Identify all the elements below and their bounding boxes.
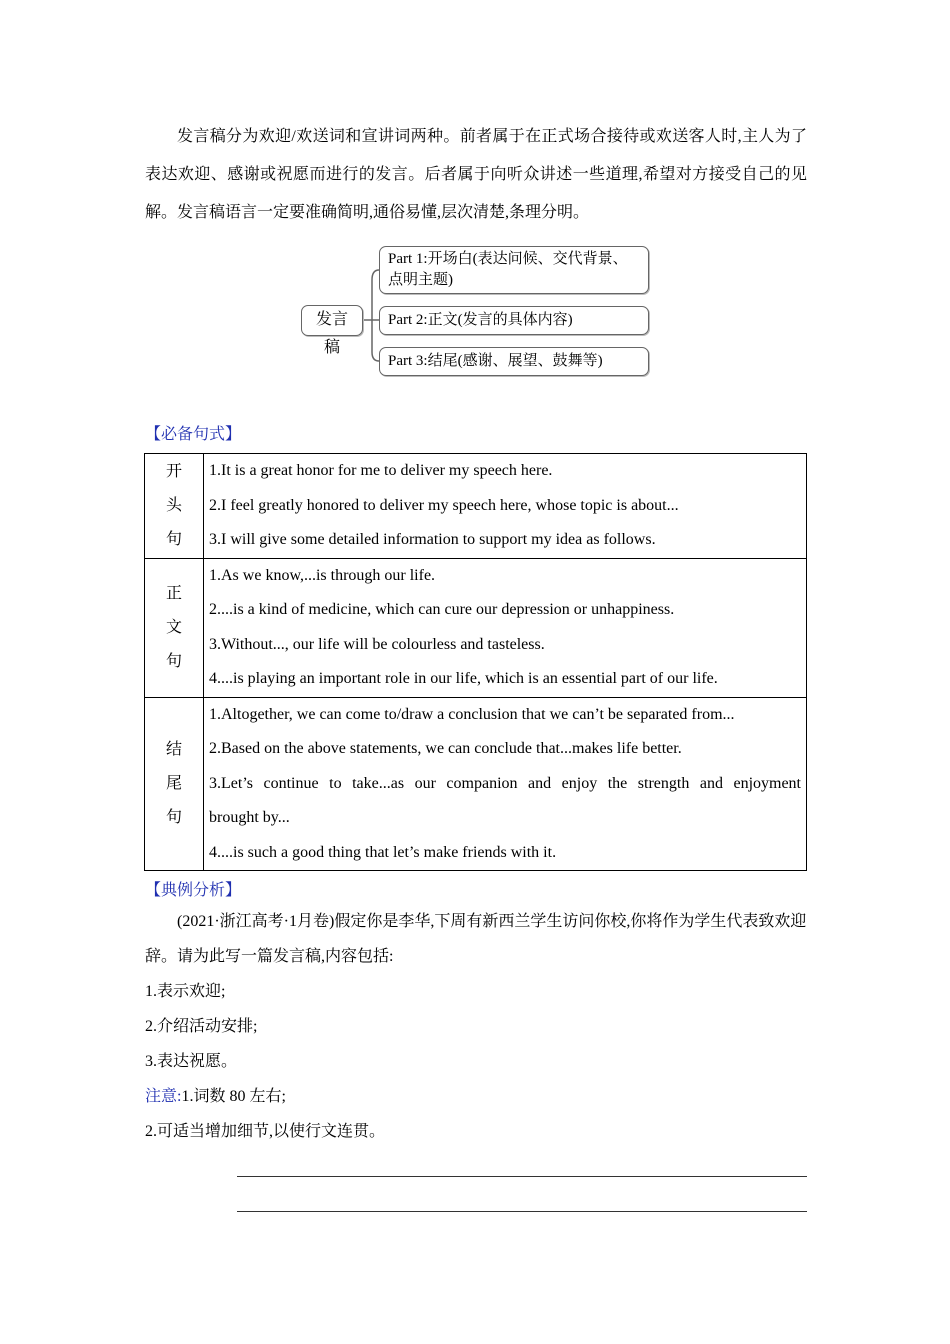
sentence-line: 2....is a kind of medicine, which can cure our depression or unhappiness.: [209, 601, 675, 618]
intro-paragraph: [145, 118, 807, 232]
example-point: 1.表示欢迎;: [145, 983, 226, 1000]
sentence-line: 3.Let’s continue to take...as our companion and enjoy the strength and enjoyment: [209, 774, 801, 792]
example-point: 2.介绍活动安排;: [145, 1018, 258, 1035]
note-item: 1.词数 80 左右;: [181, 1088, 286, 1105]
diagram-part2-node: Part 2:正文(发言的具体内容): [379, 306, 649, 335]
row-label-body: 正 文 句: [145, 558, 204, 697]
example-note: 2.可适当增加细节,以使行文连贯。: [145, 1123, 386, 1140]
sentence-line: 1.As we know,...is through our life.: [209, 566, 436, 584]
diagram-part1-line2: 点明主题): [388, 272, 453, 288]
note-label: 注意:: [145, 1088, 182, 1105]
sentence-line: 3.I will give some detailed information to support my idea as follows.: [209, 531, 656, 548]
sentence-line: 1.It is a great honor for me to deliver my speech here.: [209, 462, 553, 479]
intro-text: 发言稿分为欢迎/欢送词和宣讲词两种。前者属于在正式场合接待或欢送客人时,主人为了表达欢迎、感谢或祝愿而进行的发言。后者属于向听众讲述一些道理,希望对方接受自己的见解。发言稿语言一定要准确简明,通俗易懂,层次清楚,条理分明。: [145, 128, 807, 221]
section-heading-sentence-patterns: 【必备句式】: [145, 426, 242, 443]
row-label-ending: 结 尾 句: [145, 697, 204, 871]
row-label-opening: 开 头 句: [145, 454, 204, 559]
table-row-ending: [145, 697, 807, 871]
example-note: [145, 1079, 807, 1114]
row-content-opening: [204, 454, 807, 559]
example-prompt-block: [145, 904, 807, 1149]
example-point: 3.表达祝愿。: [145, 1053, 238, 1070]
section-heading-example-analysis: 【典例分析】: [145, 882, 242, 899]
speech-structure-diagram: [296, 240, 656, 382]
diagram-part1-node: [379, 246, 649, 294]
row-content-ending: [204, 697, 807, 871]
answer-line: [237, 1176, 807, 1177]
diagram-part3-node: Part 3:结尾(感谢、展望、鼓舞等): [379, 347, 649, 376]
answer-line: [237, 1211, 807, 1212]
sentence-line: 3.Without..., our life will be colourless and tasteless.: [209, 635, 545, 653]
table-row-body: [145, 558, 807, 697]
table-row-opening: [145, 454, 807, 559]
sentence-line: 4....is playing an important role in our life, which is an essential part of our life.: [209, 670, 718, 687]
sentence-line: 4....is such a good thing that let’s make friends with it.: [209, 843, 557, 861]
example-prompt: (2021·浙江高考·1月卷)假定你是李华,下周有新西兰学生访问你校,你将作为学生代表致欢迎辞。请为此写一篇发言稿,内容包括:: [145, 913, 807, 965]
sentence-patterns-table: [144, 453, 807, 871]
sentence-line: 2.Based on the above statements, we can conclude that...makes life better.: [209, 740, 682, 757]
diagram-root-node: 发言稿: [301, 305, 363, 336]
sentence-line: brought by...: [209, 809, 290, 826]
sentence-line: 2.I feel greatly honored to deliver my speech here, whose topic is about...: [209, 496, 679, 514]
row-content-body: [204, 558, 807, 697]
sentence-line: 1.Altogether, we can come to/draw a conclusion that we can’t be separated from...: [209, 705, 735, 723]
diagram-part1-line1: Part 1:开场白(表达问候、交代背景、: [388, 251, 628, 267]
